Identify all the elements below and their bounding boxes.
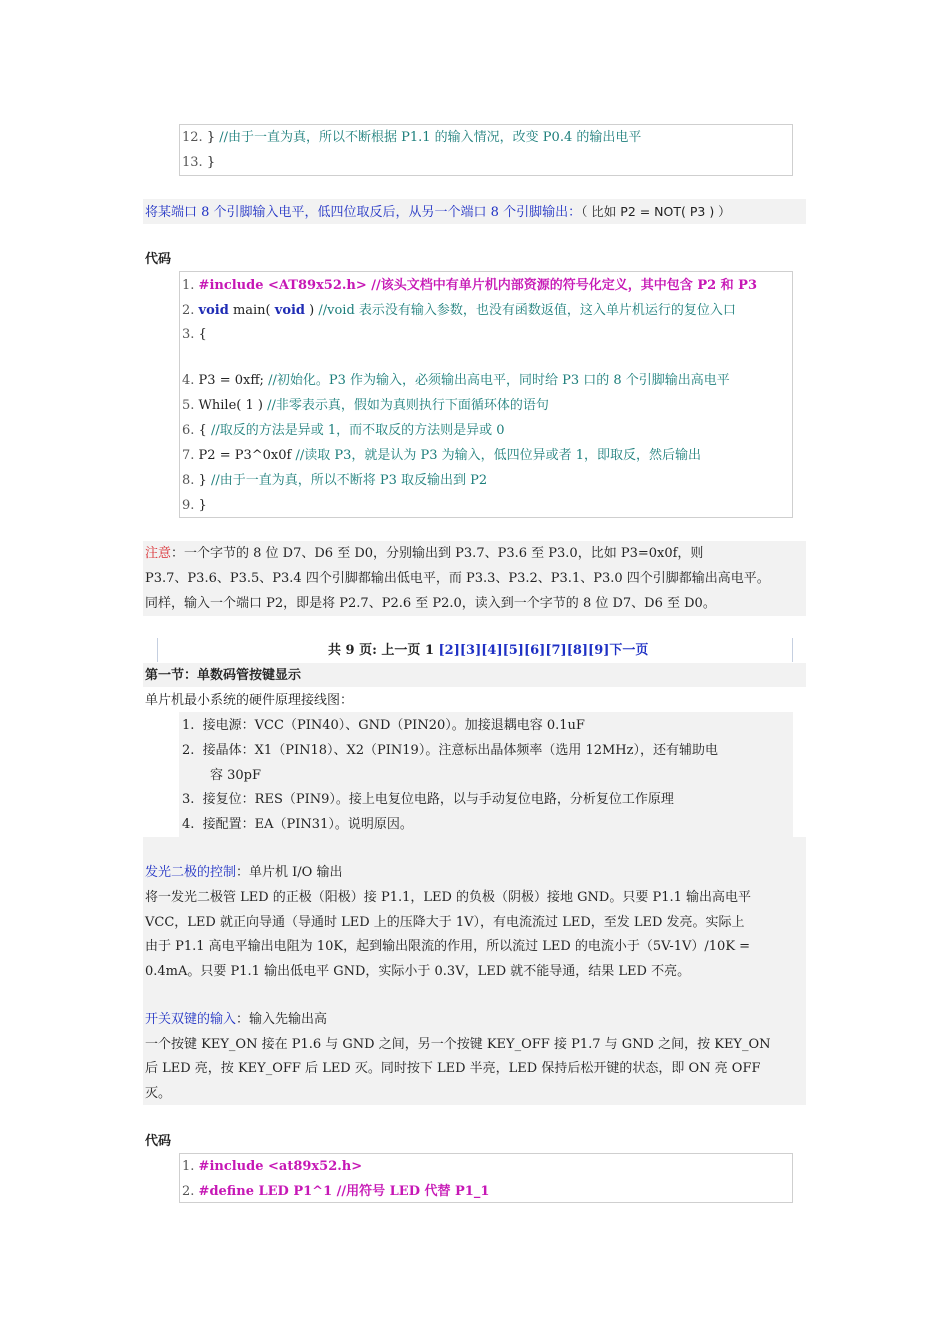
line-number: 7.	[182, 448, 195, 463]
define-directive: #define LED P1^1 //用符号 LED 代替 P1_1	[198, 1184, 490, 1199]
code-text: {	[194, 327, 207, 342]
note-line: P3.7、P3.6、P3.5、P3.4 四个引脚都输出低电平，而 P3.3、P3.2、P3.1、P3.0 四个引脚都输出高电平。	[145, 571, 770, 586]
line-number: 2.	[182, 1184, 195, 1199]
code-text: }	[194, 473, 211, 488]
code-label: 代码	[145, 1134, 172, 1149]
step-item	[182, 743, 718, 759]
note-line: 同样，输入一个端口 P2，即是将 P2.7、P2.6 至 P2.0，读入到一个字节的 8 位 D7、D6 至 D0。	[145, 596, 716, 611]
keyword: void	[274, 303, 306, 318]
code-text: P3 = 0xff;	[194, 373, 269, 388]
code-line	[182, 1184, 489, 1200]
switch-paragraph-line: 后 LED 亮，按 KEY_OFF 后 LED 灭。同时按下 LED 半亮，LED 保持后松开键的状态，即 ON 亮 OFF	[145, 1061, 761, 1076]
step-text-continued: 容 30pF	[210, 768, 262, 783]
code-text: While( 1 )	[194, 398, 268, 413]
code-label: 代码	[145, 252, 172, 267]
code-text: main(	[228, 303, 275, 318]
pager	[328, 643, 648, 659]
step-item	[182, 792, 674, 808]
code-line	[182, 130, 641, 146]
led-title-rest: ：单片机 I/O 输出	[236, 865, 343, 880]
switch-section-title	[145, 1012, 327, 1028]
code-comment: //void 表示没有输入参数，也没有函数返值，这入单片机运行的复位入口	[318, 303, 736, 318]
line-number: 9.	[182, 498, 195, 513]
section-subtitle: 单片机最小系统的硬件原理接线图：	[145, 693, 354, 708]
intro-example: （ 比如 P2 = NOT( P3 ) ）	[581, 204, 731, 219]
code-comment: //由于一直为真，所以不断将 P3 取反输出到 P2	[210, 473, 488, 488]
line-number: 4.	[182, 373, 195, 388]
intro-text: 将某端口 8 个引脚输入电平，低四位取反后，从另一个端口 8 个引脚输出：	[145, 205, 582, 220]
switch-paragraph-line: 灭。	[145, 1086, 172, 1101]
line-number: 8.	[182, 473, 195, 488]
pager-prefix: 共 9 页: 上一页 1	[328, 643, 439, 658]
note-line	[145, 546, 703, 562]
led-paragraph-line: 0.4mA。只要 P1.1 输出低电平 GND，实际小于 0.3V，LED 就不能导通，结果 LED 不亮。	[145, 964, 691, 979]
code-block-1	[179, 124, 793, 176]
code-comment: //由于一直为真，所以不断根据 P1.1 的输入情况，改变 P0.4 的输出电平	[215, 130, 642, 145]
line-number: 5.	[182, 398, 195, 413]
code-line	[182, 373, 730, 389]
section-title: 第一节：单数码管按键显示	[145, 668, 302, 683]
line-number: 3.	[182, 327, 195, 342]
page-link-9[interactable]: [9]	[588, 643, 610, 658]
led-paragraph-line: 将一发光二极管 LED 的正极（阳极）接 P1.1，LED 的负极（阴极）接地 GND。只要 P1.1 输出高电平	[145, 890, 752, 905]
code-line	[182, 398, 549, 414]
step-item	[182, 718, 585, 734]
intro-line	[145, 204, 731, 221]
code-line	[182, 423, 505, 439]
switch-title-link: 开关双键的输入	[145, 1012, 237, 1027]
step-number: 2.	[182, 743, 195, 758]
note-label: 注意	[145, 546, 172, 561]
code-line	[182, 1159, 362, 1175]
line-number: 12.	[182, 130, 203, 145]
code-text: {	[194, 423, 211, 438]
step-text: 接配置：EA（PIN31）。说明原因。	[202, 817, 413, 832]
code-comment: //非零表示真，假如为真则执行下面循环体的语句	[267, 398, 549, 413]
line-number: 1.	[182, 1159, 195, 1174]
step-text: 接晶体：X1（PIN18）、X2（PIN19）。注意标出晶体频率（选用 12MHz），还有辅助电	[202, 743, 718, 758]
led-paragraph-line: VCC，LED 就正向导通（导通时 LED 上的压降大于 1V），有电流流过 LED，至发 LED 发亮。实际上	[145, 915, 745, 930]
page-link-5[interactable]: [5]	[502, 643, 524, 658]
include-directive: #include <AT89x52.h> //该头文档中有单片机内部资源的符号化定义，其中包含 P2 和 P3	[198, 278, 758, 293]
step-number: 3.	[182, 792, 195, 807]
line-number: 1.	[182, 278, 195, 293]
step-number: 4.	[182, 817, 195, 832]
page-link-4[interactable]: [4]	[481, 643, 503, 658]
led-section-title	[145, 865, 342, 881]
page-link-2[interactable]: [2]	[438, 643, 460, 658]
led-paragraph-line: 由于 P1.1 高电平输出电阻为 10K，起到输出限流的作用，所以流过 LED 的电流小于（5V-1V）/10K =	[145, 939, 751, 954]
page-link-7[interactable]: [7]	[545, 643, 567, 658]
code-text: }	[194, 498, 207, 513]
pager-right-divider	[792, 638, 793, 662]
code-line	[182, 155, 215, 171]
keyword: void	[198, 303, 229, 318]
code-line	[182, 498, 207, 514]
code-line	[182, 448, 701, 464]
code-comment: //读取 P3，就是认为 P3 为输入，低四位异或者 1，即取反，然后输出	[295, 448, 702, 463]
step-item	[182, 817, 413, 833]
step-text: 接电源：VCC（PIN40）、GND（PIN20）。加接退耦电容 0.1uF	[202, 718, 585, 733]
code-comment: //初始化。P3 作为输入，必须输出高电平，同时给 P3 口的 8 个引脚输出高电平	[268, 373, 730, 388]
code-block-3	[179, 1153, 793, 1203]
switch-paragraph-line: 一个按键 KEY_ON 接在 P1.6 与 GND 之间，另一个按键 KEY_OFF 接 P1.7 与 GND 之间，按 KEY_ON	[145, 1037, 771, 1052]
pager-left-divider	[157, 638, 158, 662]
line-number: 2.	[182, 303, 195, 318]
code-text: )	[305, 303, 319, 318]
line-number: 6.	[182, 423, 195, 438]
code-text: }	[202, 155, 216, 170]
page-link-8[interactable]: [8]	[566, 643, 589, 658]
code-block-2	[179, 271, 793, 518]
step-text: 接复位：RES（PIN9）。接上电复位电路，以与手动复位电路，分析复位工作原理	[202, 792, 674, 807]
code-comment: //取反的方法是异或 1，而不取反的方法则是异或 0	[210, 423, 505, 438]
code-line	[182, 278, 757, 294]
page-link-6[interactable]: [6]	[523, 643, 546, 658]
code-line	[182, 327, 207, 343]
switch-title-rest: ：输入先输出高	[236, 1012, 328, 1027]
led-title-link: 发光二极的控制	[145, 865, 237, 880]
step-number: 1.	[182, 718, 195, 733]
line-number: 13.	[182, 155, 203, 170]
code-text: P2 = P3^0x0f	[194, 448, 296, 463]
page-link-3[interactable]: [3]	[459, 643, 482, 658]
code-line	[182, 473, 487, 489]
next-page-link[interactable]: 下一页	[609, 643, 649, 658]
note-text: ：一个字节的 8 位 D7、D6 至 D0，分别输出到 P3.7、P3.6 至 P3.0，比如 P3=0x0f，则	[171, 546, 704, 561]
code-line	[182, 303, 736, 319]
code-text: }	[202, 130, 216, 145]
include-directive: #include <at89x52.h>	[198, 1159, 363, 1174]
